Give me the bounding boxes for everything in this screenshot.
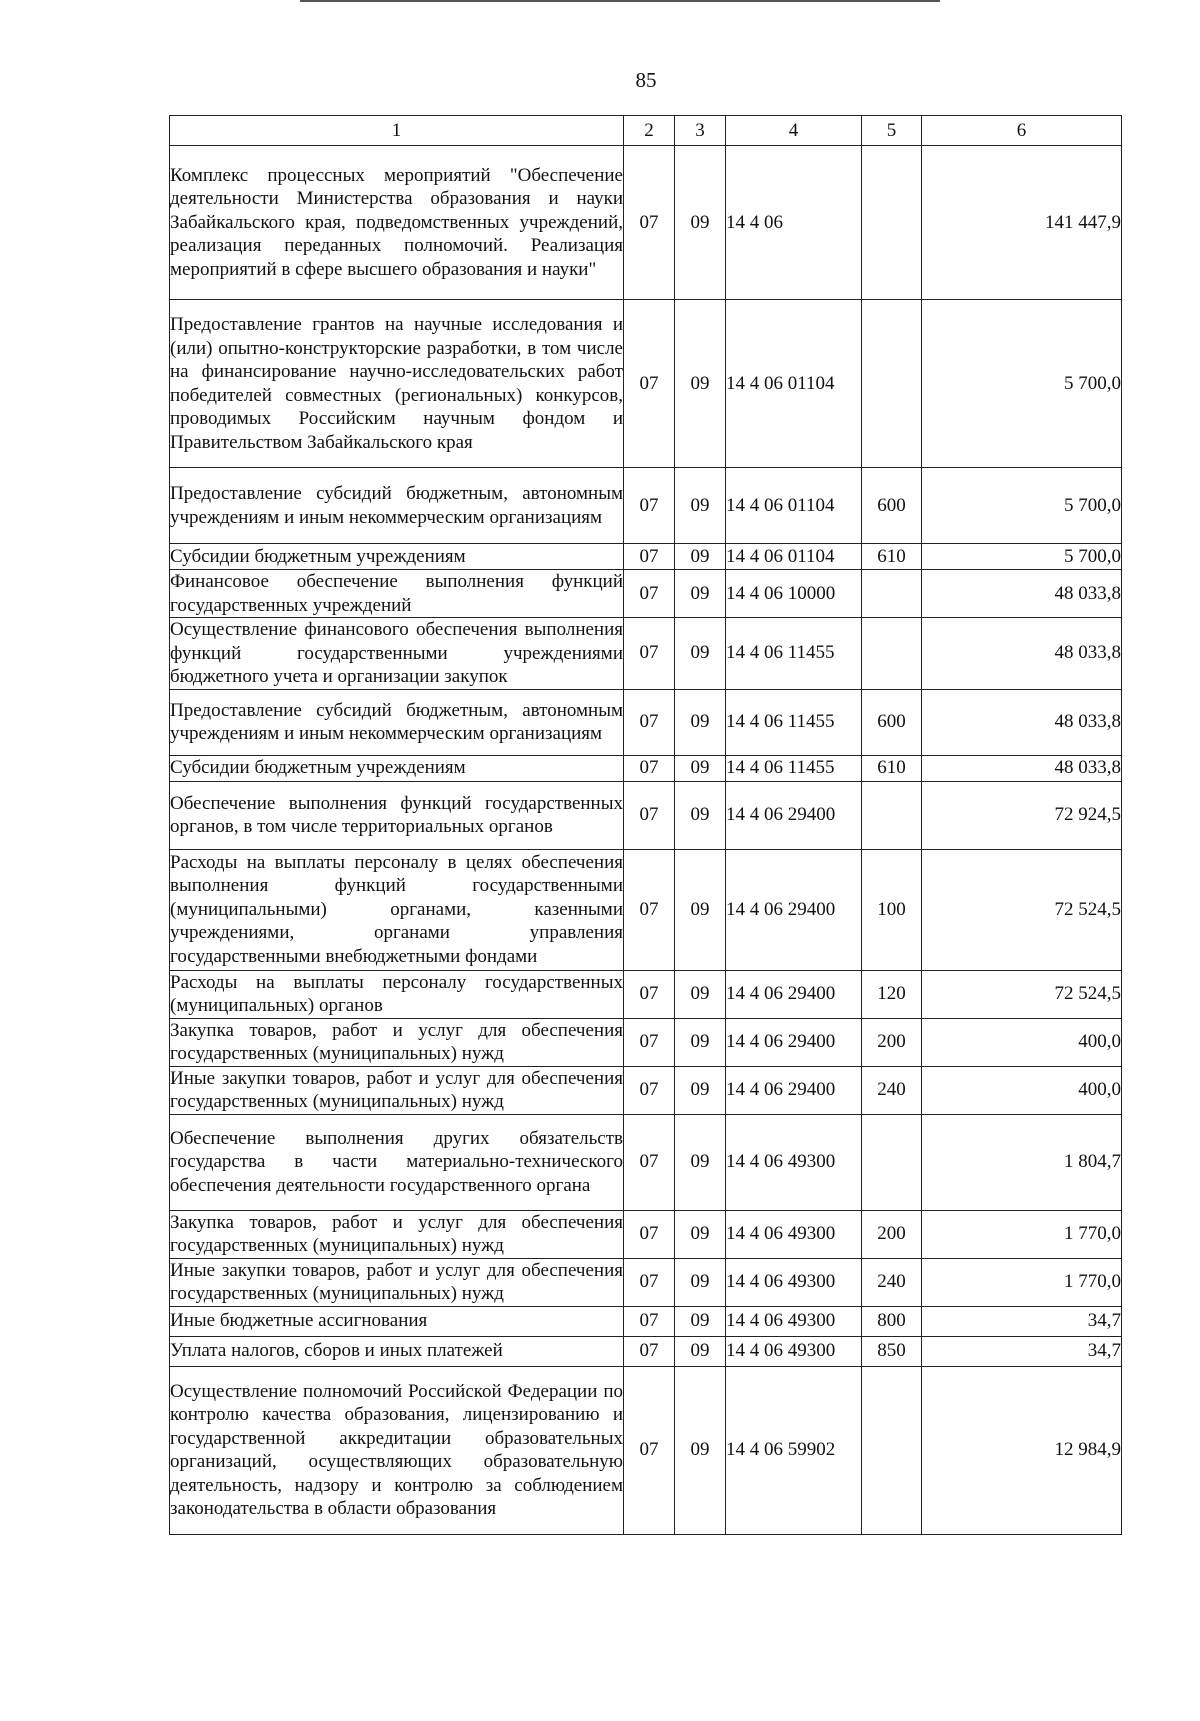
table-row bbox=[170, 689, 1122, 755]
cell-expense-type: 610 bbox=[862, 755, 922, 781]
table-row bbox=[170, 544, 1122, 570]
cell-expense-type: 240 bbox=[862, 1258, 922, 1306]
cell-subsection: 09 bbox=[675, 1018, 726, 1066]
cell-name: Уплата налогов, сборов и иных платежей bbox=[170, 1336, 624, 1366]
cell-amount: 72 524,5 bbox=[922, 849, 1122, 970]
cell-name: Иные бюджетные ассигнования bbox=[170, 1306, 624, 1336]
table-row bbox=[170, 781, 1122, 849]
cell-name: Финансовое обеспечение выполнения функций государственных учреждений bbox=[170, 571, 623, 616]
cell-amount: 72 524,5 bbox=[922, 970, 1122, 1018]
cell-section: 07 bbox=[624, 689, 675, 755]
cell-target-article: 14 4 06 01104 bbox=[726, 300, 862, 468]
table-row bbox=[170, 970, 1122, 1018]
cell-name: Закупка товаров, работ и услуг для обеспечения государственных (муниципальных) нужд bbox=[170, 1019, 623, 1064]
cell-name: Осуществление финансового обеспечения выполнения функций государственными учреждениями бюджетного учета и организации закупок bbox=[170, 619, 623, 687]
column-header-4: 4 bbox=[726, 116, 862, 146]
cell-subsection: 09 bbox=[675, 849, 726, 970]
cell-target-article: 14 4 06 bbox=[726, 146, 862, 300]
cell-section: 07 bbox=[624, 544, 675, 570]
cell-amount: 400,0 bbox=[922, 1066, 1122, 1114]
cell-name: Осуществление полномочий Российской Федерации по контролю качества образования, лицензированию и государственной аккредитации образовательных организаций, осуществляющих образовательную деятельность, надзору и контролю за соблюдением законодательства в области образования bbox=[170, 1366, 624, 1534]
cell-name: Предоставление субсидий бюджетным, автономным учреждениям и иным некоммерческим организациям bbox=[170, 468, 624, 544]
cell-amount: 48 033,8 bbox=[922, 618, 1122, 690]
cell-section: 07 bbox=[624, 1114, 675, 1210]
cell-section: 07 bbox=[624, 1336, 675, 1366]
budget-table bbox=[169, 115, 1122, 1535]
cell-expense-type: 600 bbox=[862, 468, 922, 544]
cell-subsection: 09 bbox=[675, 1306, 726, 1336]
cell-expense-type bbox=[862, 781, 922, 849]
cell-section: 07 bbox=[624, 146, 675, 300]
cell-section: 07 bbox=[624, 1018, 675, 1066]
cell-name: Расходы на выплаты персоналу государственных (муниципальных) органов bbox=[170, 971, 623, 1016]
cell-amount: 5 700,0 bbox=[922, 544, 1122, 570]
cell-expense-type: 120 bbox=[862, 970, 922, 1018]
table-row bbox=[170, 1336, 1122, 1366]
cell-expense-type: 600 bbox=[862, 689, 922, 755]
table-row bbox=[170, 468, 1122, 544]
cell-amount: 5 700,0 bbox=[922, 300, 1122, 468]
cell-section: 07 bbox=[624, 849, 675, 970]
cell-name: Комплекс процессных мероприятий "Обеспечение деятельности Министерства образования и науки Забайкальского края, подведомственных учреждений, реализация переданных полномочий. Реализация мероприятий в сфере высшего образования и науки" bbox=[170, 146, 624, 300]
table-row bbox=[170, 1114, 1122, 1210]
cell-target-article: 14 4 06 49300 bbox=[726, 1114, 862, 1210]
cell-expense-type bbox=[862, 618, 922, 690]
cell-target-article: 14 4 06 01104 bbox=[726, 468, 862, 544]
cell-subsection: 09 bbox=[675, 1114, 726, 1210]
cell-name: Иные закупки товаров, работ и услуг для обеспечения государственных (муниципальных) нужд bbox=[170, 1259, 623, 1304]
cell-amount: 400,0 bbox=[922, 1018, 1122, 1066]
cell-expense-type: 610 bbox=[862, 544, 922, 570]
cell-subsection: 09 bbox=[675, 1366, 726, 1534]
cell-section: 07 bbox=[624, 970, 675, 1018]
cell-amount: 1 804,7 bbox=[922, 1114, 1122, 1210]
cell-subsection: 09 bbox=[675, 755, 726, 781]
cell-name: Субсидии бюджетным учреждениям bbox=[170, 755, 624, 781]
cell-amount: 48 033,8 bbox=[922, 570, 1122, 618]
cell-target-article: 14 4 06 29400 bbox=[726, 849, 862, 970]
cell-amount: 141 447,9 bbox=[922, 146, 1122, 300]
cell-expense-type bbox=[862, 300, 922, 468]
cell-amount: 34,7 bbox=[922, 1306, 1122, 1336]
table-row bbox=[170, 1258, 1122, 1306]
cell-target-article: 14 4 06 29400 bbox=[726, 1018, 862, 1066]
cell-target-article: 14 4 06 01104 bbox=[726, 544, 862, 570]
cell-subsection: 09 bbox=[675, 1210, 726, 1258]
cell-subsection: 09 bbox=[675, 689, 726, 755]
column-header-6: 6 bbox=[922, 116, 1122, 146]
cell-section: 07 bbox=[624, 300, 675, 468]
cell-expense-type: 200 bbox=[862, 1210, 922, 1258]
cell-subsection: 09 bbox=[675, 544, 726, 570]
column-header-5: 5 bbox=[862, 116, 922, 146]
cell-section: 07 bbox=[624, 755, 675, 781]
table-body bbox=[170, 146, 1122, 1535]
cell-target-article: 14 4 06 29400 bbox=[726, 781, 862, 849]
cell-subsection: 09 bbox=[675, 146, 726, 300]
cell-subsection: 09 bbox=[675, 570, 726, 618]
table-row bbox=[170, 1210, 1122, 1258]
cell-amount: 12 984,9 bbox=[922, 1366, 1122, 1534]
cell-section: 07 bbox=[624, 618, 675, 690]
cell-target-article: 14 4 06 11455 bbox=[726, 689, 862, 755]
cell-amount: 1 770,0 bbox=[922, 1210, 1122, 1258]
table-row bbox=[170, 1018, 1122, 1066]
cell-expense-type: 800 bbox=[862, 1306, 922, 1336]
cell-target-article: 14 4 06 49300 bbox=[726, 1210, 862, 1258]
cell-subsection: 09 bbox=[675, 1336, 726, 1366]
cell-name: Закупка товаров, работ и услуг для обеспечения государственных (муниципальных) нужд bbox=[170, 1211, 623, 1256]
cell-section: 07 bbox=[624, 570, 675, 618]
cell-section: 07 bbox=[624, 1066, 675, 1114]
cell-expense-type bbox=[862, 1366, 922, 1534]
cell-target-article: 14 4 06 29400 bbox=[726, 1066, 862, 1114]
cell-section: 07 bbox=[624, 1306, 675, 1336]
cell-expense-type: 200 bbox=[862, 1018, 922, 1066]
table-row bbox=[170, 849, 1122, 970]
table-row bbox=[170, 618, 1122, 690]
column-header-2: 2 bbox=[624, 116, 675, 146]
table-row bbox=[170, 1306, 1122, 1336]
cell-subsection: 09 bbox=[675, 468, 726, 544]
cell-amount: 72 924,5 bbox=[922, 781, 1122, 849]
cell-section: 07 bbox=[624, 1366, 675, 1534]
cell-section: 07 bbox=[624, 1258, 675, 1306]
cell-subsection: 09 bbox=[675, 1258, 726, 1306]
cell-subsection: 09 bbox=[675, 300, 726, 468]
cell-name: Предоставление грантов на научные исследования и (или) опытно-конструкторские разработки, в том числе на финансирование научно-исследовательских работ победителей совместных (региональных) конкурсов, проводимых Российским научным фондом и Правительством Забайкальского края bbox=[170, 300, 624, 468]
cell-target-article: 14 4 06 29400 bbox=[726, 970, 862, 1018]
cell-name: Иные закупки товаров, работ и услуг для обеспечения государственных (муниципальных) нужд bbox=[170, 1067, 623, 1112]
header-row bbox=[170, 116, 1122, 146]
cell-expense-type bbox=[862, 1114, 922, 1210]
cell-amount: 1 770,0 bbox=[922, 1258, 1122, 1306]
cell-expense-type: 100 bbox=[862, 849, 922, 970]
page-number: 85 bbox=[635, 68, 657, 92]
column-header-3: 3 bbox=[675, 116, 726, 146]
table-row bbox=[170, 570, 1122, 618]
cell-target-article: 14 4 06 11455 bbox=[726, 755, 862, 781]
cell-target-article: 14 4 06 10000 bbox=[726, 570, 862, 618]
cell-amount: 48 033,8 bbox=[922, 755, 1122, 781]
cell-expense-type bbox=[862, 570, 922, 618]
cell-section: 07 bbox=[624, 781, 675, 849]
cell-expense-type: 240 bbox=[862, 1066, 922, 1114]
table-row bbox=[170, 1066, 1122, 1114]
cell-target-article: 14 4 06 59902 bbox=[726, 1366, 862, 1534]
cell-name: Расходы на выплаты персоналу в целях обеспечения выполнения функций государственными (муниципальными) органами, казенными учреждениями, органами управления государственными внебюджетными фондами bbox=[170, 849, 624, 970]
top-edge-line bbox=[300, 0, 940, 2]
cell-name: Предоставление субсидий бюджетным, автономным учреждениям и иным некоммерческим организациям bbox=[170, 689, 624, 755]
table-row bbox=[170, 146, 1122, 300]
cell-name: Субсидии бюджетным учреждениям bbox=[170, 544, 624, 570]
cell-target-article: 14 4 06 11455 bbox=[726, 618, 862, 690]
cell-target-article: 14 4 06 49300 bbox=[726, 1258, 862, 1306]
column-header-1: 1 bbox=[170, 116, 624, 146]
cell-name: Обеспечение выполнения других обязательств государства в части материально-технического обеспечения деятельности государственного органа bbox=[170, 1114, 624, 1210]
cell-subsection: 09 bbox=[675, 618, 726, 690]
cell-amount: 48 033,8 bbox=[922, 689, 1122, 755]
cell-subsection: 09 bbox=[675, 970, 726, 1018]
cell-subsection: 09 bbox=[675, 781, 726, 849]
cell-amount: 5 700,0 bbox=[922, 468, 1122, 544]
table-row bbox=[170, 300, 1122, 468]
table-row bbox=[170, 755, 1122, 781]
cell-subsection: 09 bbox=[675, 1066, 726, 1114]
cell-target-article: 14 4 06 49300 bbox=[726, 1336, 862, 1366]
cell-expense-type: 850 bbox=[862, 1336, 922, 1366]
cell-amount: 34,7 bbox=[922, 1336, 1122, 1366]
cell-section: 07 bbox=[624, 1210, 675, 1258]
table-row bbox=[170, 1366, 1122, 1534]
cell-section: 07 bbox=[624, 468, 675, 544]
cell-target-article: 14 4 06 49300 bbox=[726, 1306, 862, 1336]
cell-name: Обеспечение выполнения функций государственных органов, в том числе территориальных органов bbox=[170, 781, 624, 849]
cell-expense-type bbox=[862, 146, 922, 300]
